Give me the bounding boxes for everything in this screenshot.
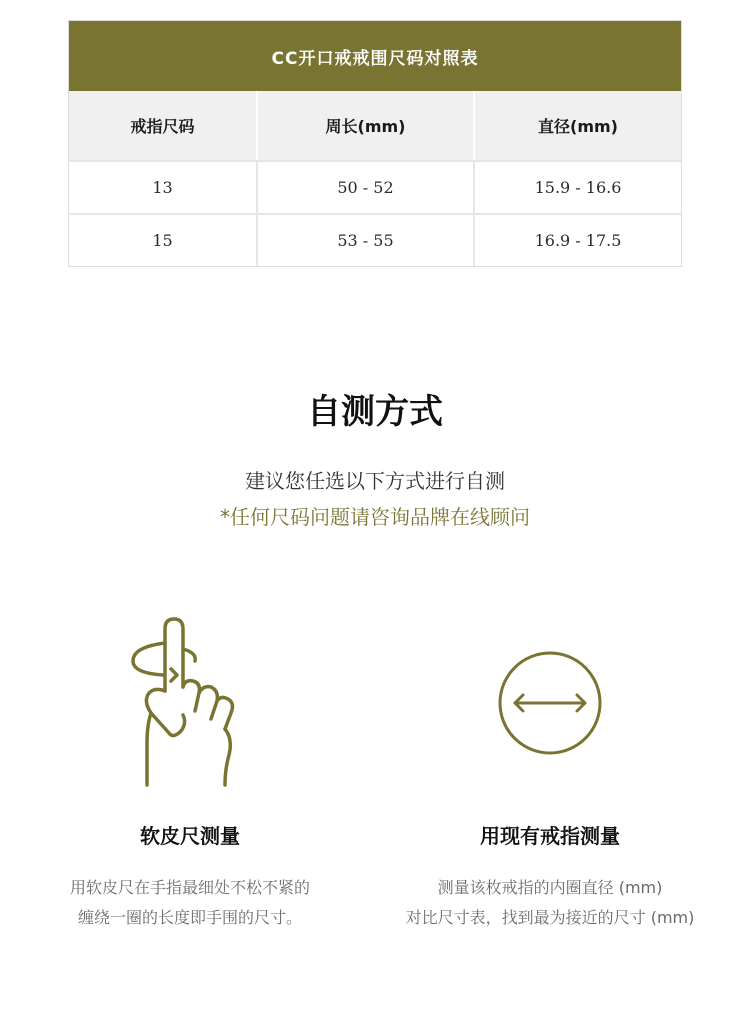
method-desc-line: 对比尺寸表，找到最为接近的尺寸 (mm) <box>405 908 695 927</box>
section-title: 自测方式 <box>307 392 443 432</box>
table-row <box>69 162 681 215</box>
header-ring-size: 戒指尺码 <box>69 91 258 160</box>
table-title: CC开口戒戒围尺码对照表 <box>69 21 681 91</box>
cell-circumference: 50 - 52 <box>258 162 475 213</box>
method-description <box>380 873 720 933</box>
consult-note: *任何尺码问题请咨询品牌在线顾问 <box>220 505 530 529</box>
method-tape-measure <box>30 615 350 933</box>
method-desc-line: 用软皮尺在手指最细处不松不紧的 <box>69 878 310 897</box>
method-title: 软皮尺测量 <box>140 824 240 848</box>
method-existing-ring <box>380 615 720 933</box>
cell-circumference: 53 - 55 <box>258 215 475 266</box>
header-circumference: 周长(mm) <box>258 91 475 160</box>
size-chart-table <box>68 20 682 267</box>
method-title: 用现有戒指测量 <box>480 824 620 848</box>
method-description <box>30 873 350 933</box>
table-header-row <box>69 91 681 162</box>
cell-size: 13 <box>69 162 258 213</box>
cell-size: 15 <box>69 215 258 266</box>
ring-diameter-icon <box>495 648 605 758</box>
method-desc-line: 缠绕一圈的长度即手围的尺寸。 <box>77 908 302 927</box>
cell-diameter: 16.9 - 17.5 <box>534 231 622 250</box>
method-desc-line: 测量该枚戒指的内圈直径 (mm) <box>437 878 663 897</box>
header-diameter: 直径(mm) <box>538 117 618 136</box>
section-subtitle: 建议您任选以下方式进行自测 <box>245 469 505 493</box>
cell-diameter: 15.9 - 16.6 <box>534 178 622 197</box>
finger-wrap-icon <box>125 615 255 790</box>
table-row <box>69 215 681 266</box>
